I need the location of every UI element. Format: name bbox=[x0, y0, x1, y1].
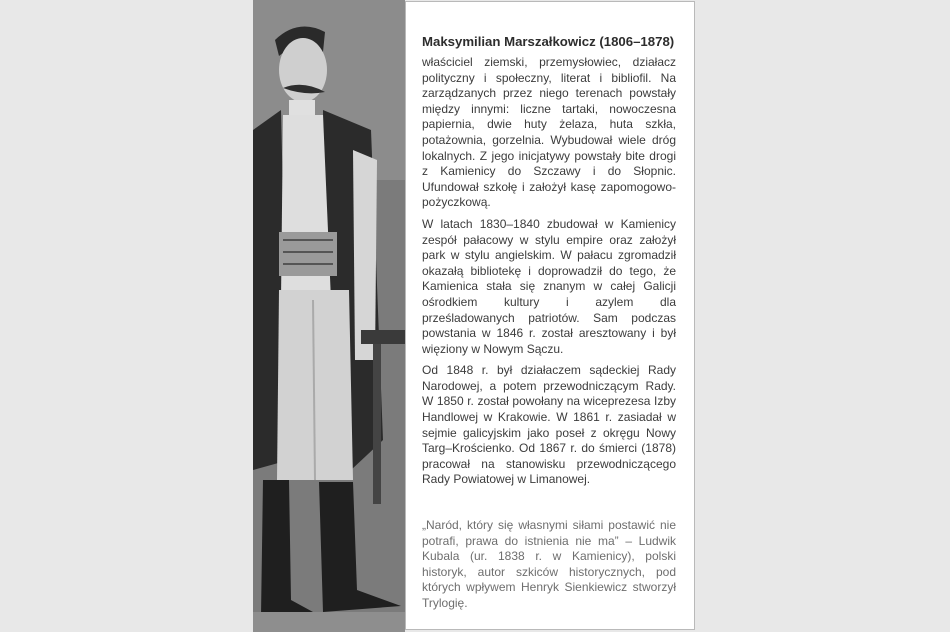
biography-paragraph-1: właściciel ziemski, przemysłowiec, działacz polityczny i społeczny, literat i bibliofil. Na zarządzanych przez niego terenach powstały między innymi: liczne tartaki, nowoczesna papiernia, dwie huty żelaza, huta szkła, potażownia, gorzelnia. Wybudował wiele dróg lokalnych. Z jego inicjatywy powstały bite drogi z Kamienicy do Szczawy i do Słopnic. Ufundował szkołę i założył kasę zapomogowo-pożyczkową. bbox=[422, 55, 676, 210]
biography-panel bbox=[405, 1, 695, 630]
biography-paragraph-2: W latach 1830–1840 zbudował w Kamienicy zespół pałacowy w stylu empire oraz założył park w stylu angielskim. W pałacu zgromadził okazałą bibliotekę i doprowadził do tego, że Kamienica stała się znanym w całej Galicji ośrodkiem kultury i azylem dla prześladowanych patriotów. Sam podczas powstania w 1846 r. został aresztowany i był więziony w Nowym Sączu. bbox=[422, 216, 676, 356]
portrait-photo bbox=[253, 0, 405, 632]
portrait-illustration bbox=[253, 0, 405, 632]
biography-paragraph-3: Od 1848 r. był działaczem sądeckiej Rady Narodowej, a potem przewodniczącym Rady. W 1850 r. został powołany na wiceprezesa Izby Handlowej w Krakowie. W 1861 r. zasiadał w sejmie galicyjskim jako poseł z okręgu Nowy Targ–Krościenko. Od 1867 r. do śmierci (1878) pracował na stanowisku przewodniczącego Rady Powiatowej w Limanowej. bbox=[422, 363, 676, 487]
kubala-quote: „Naród, który się własnymi siłami postawić nie potrafi, prawa do istnienia nie ma” – Ludwik Kubala (ur. 1838 r. w Kamienicy), polski historyk, autor szkiców historycznych, pod których wpływem Henryk Sienkiewicz stworzył Trylogię. bbox=[422, 518, 676, 610]
biography-title: Maksymilian Marszałkowicz (1806–1878) bbox=[422, 34, 675, 49]
